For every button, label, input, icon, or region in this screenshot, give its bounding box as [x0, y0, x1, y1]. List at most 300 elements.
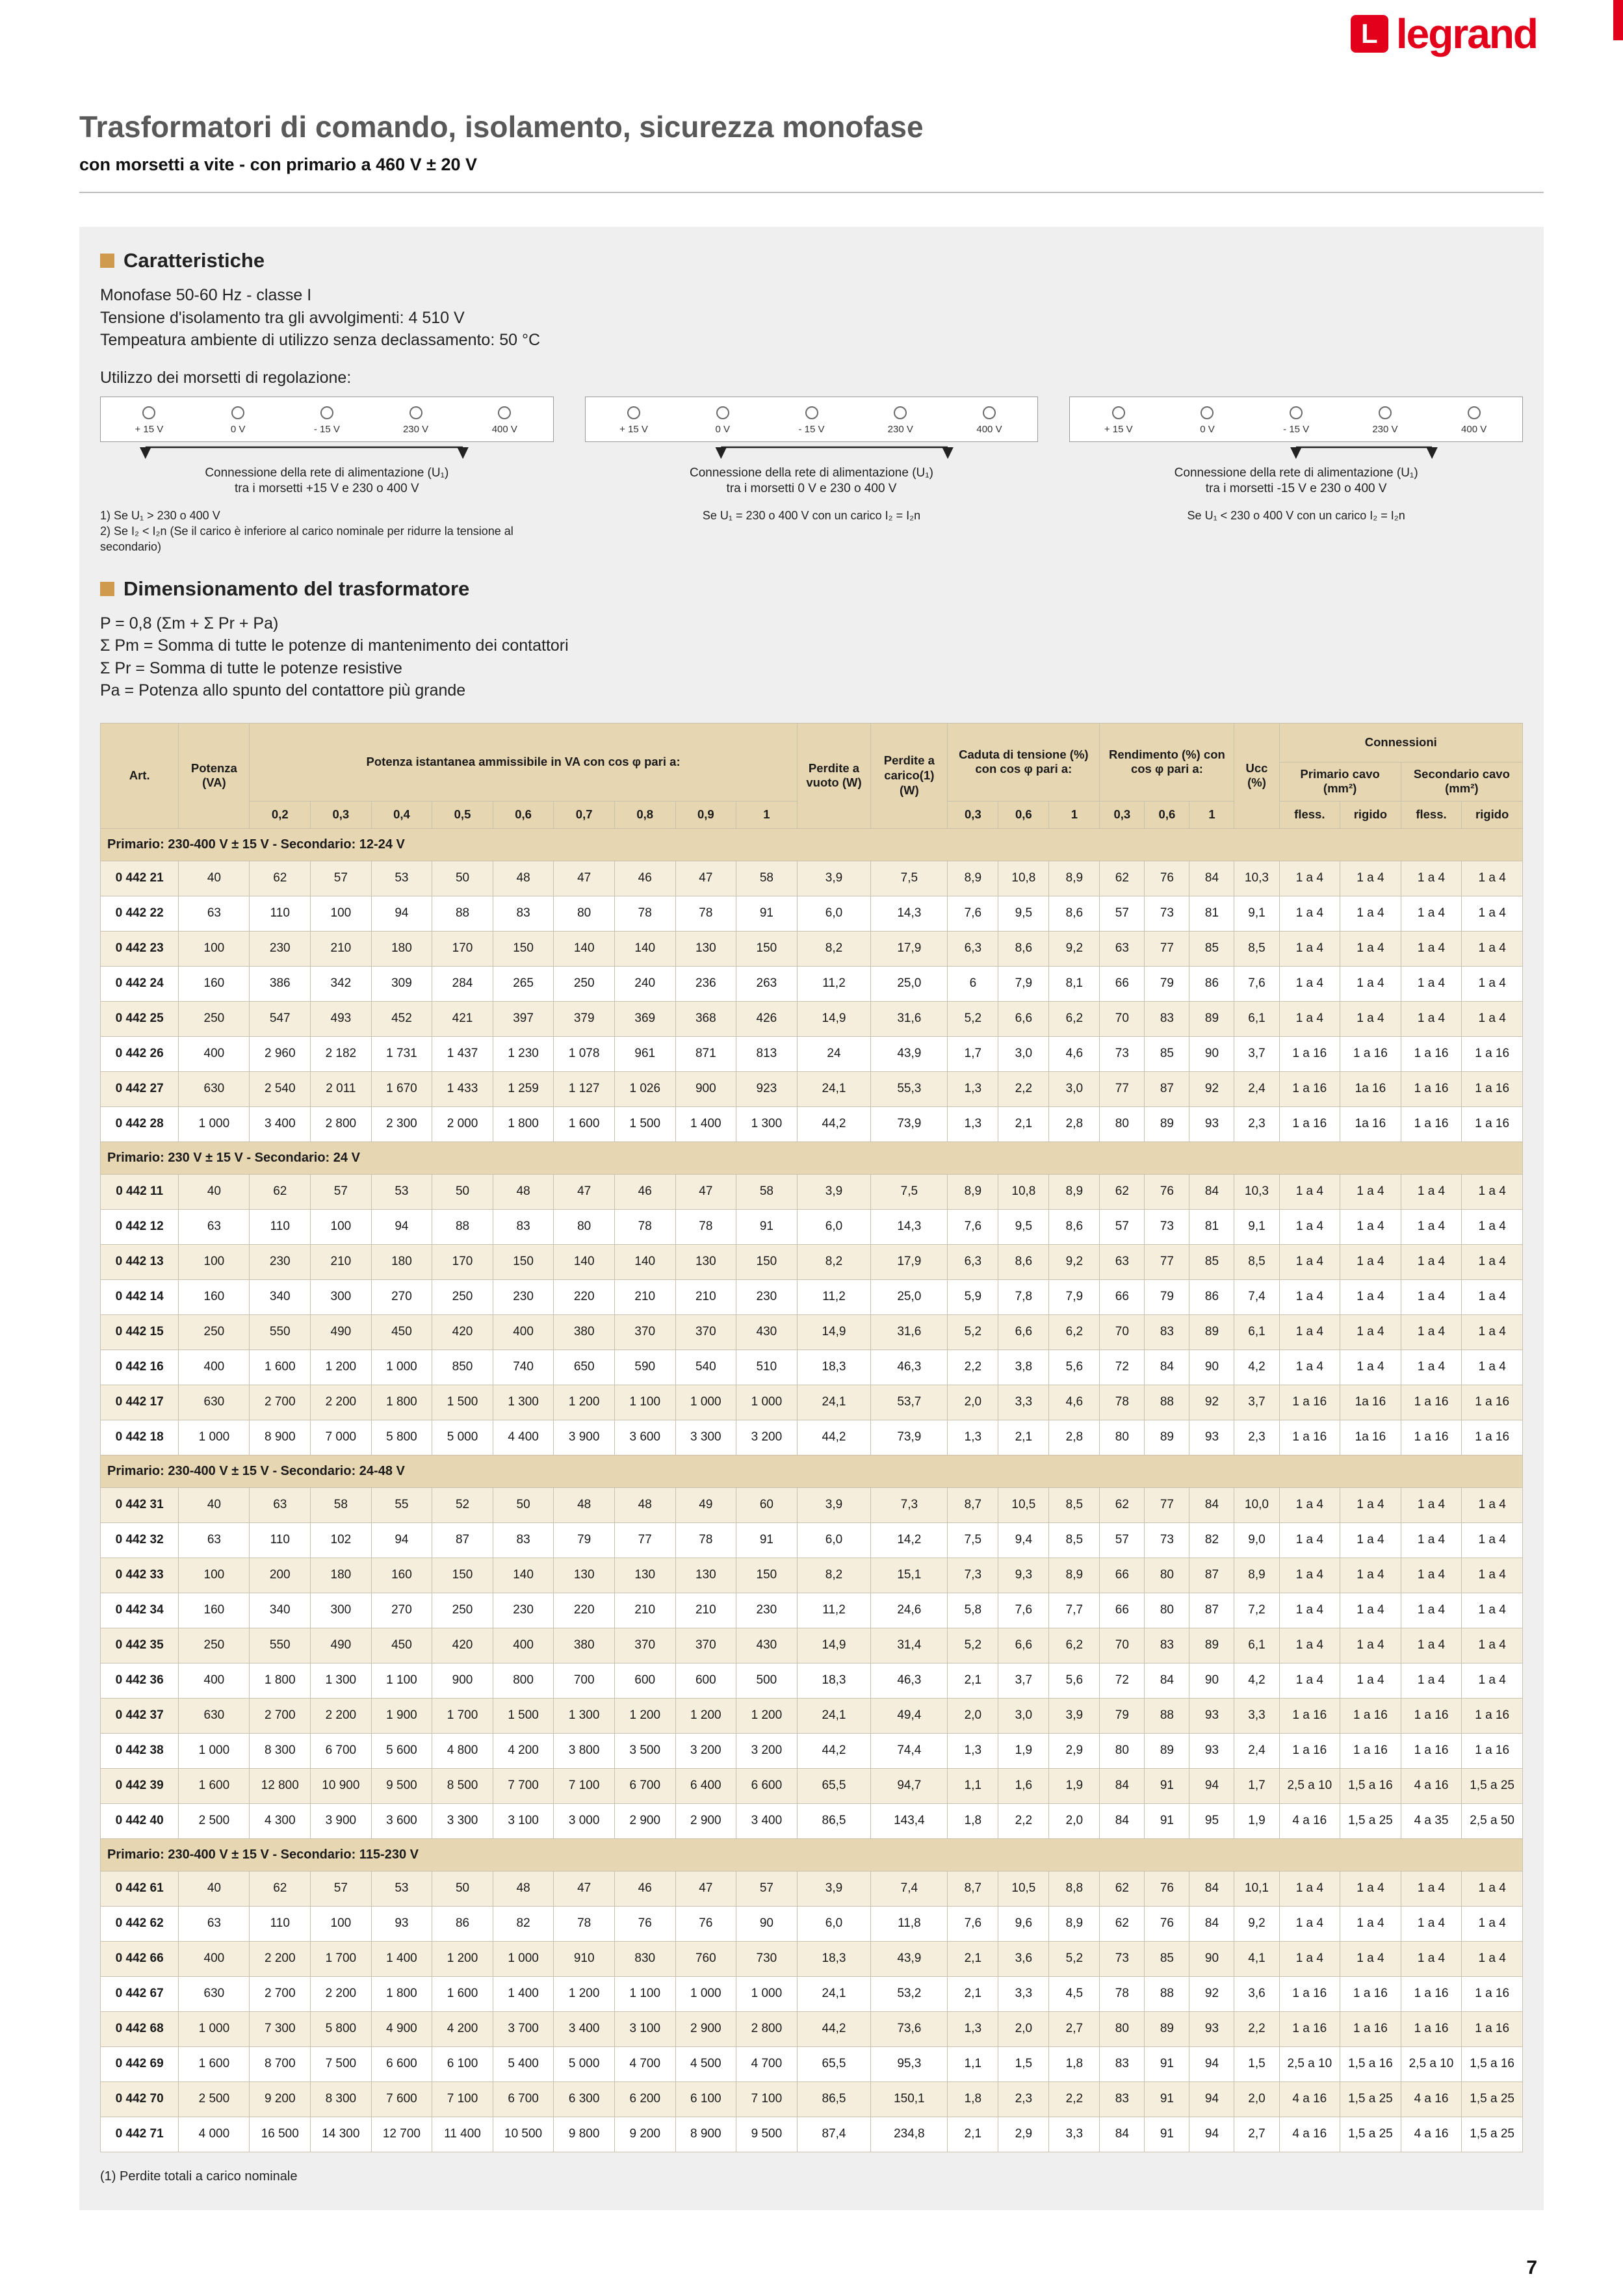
data-cell: 89 [1145, 2011, 1189, 2046]
data-cell: 2,1 [998, 1420, 1049, 1455]
data-cell: 7,7 [1049, 1593, 1100, 1628]
data-cell: 1a 16 [1340, 1071, 1401, 1106]
col-header-secondario-cavo: Secondario cavo (mm²) [1401, 762, 1522, 801]
data-cell: 1 000 [179, 1420, 250, 1455]
data-cell: 47 [554, 1174, 615, 1209]
data-cell: 1 a 4 [1279, 966, 1340, 1001]
data-cell: 92 [1189, 1976, 1234, 2011]
data-cell: 11,8 [871, 1906, 948, 1941]
data-cell: 77 [1145, 1244, 1189, 1279]
terminal-circle-icon [1201, 406, 1214, 419]
data-cell: 1 200 [736, 1698, 798, 1733]
col-header-caduta-cos: 1 [1049, 801, 1100, 828]
data-cell: 7 700 [493, 1768, 554, 1803]
data-cell: 7 600 [371, 2081, 432, 2117]
data-cell: 3,0 [1049, 1071, 1100, 1106]
square-bullet-icon [100, 254, 114, 268]
data-cell: 3,9 [797, 1174, 871, 1209]
data-cell: 220 [554, 1279, 615, 1314]
data-cell: 88 [432, 1209, 493, 1244]
art-cell: 0 442 23 [101, 931, 179, 966]
table-row [101, 1803, 1523, 1838]
data-cell: 10,8 [998, 1174, 1049, 1209]
caption-line: tra i morsetti +15 V e 230 o 400 V [235, 482, 419, 496]
art-cell: 0 442 16 [101, 1350, 179, 1385]
data-cell: 93 [1189, 1106, 1234, 1141]
data-cell: 7,2 [1234, 1593, 1279, 1628]
data-cell: 961 [614, 1036, 675, 1071]
table-section-row [101, 1455, 1523, 1487]
data-cell: 400 [179, 1663, 250, 1698]
terminal-label: 0 V [1200, 423, 1215, 435]
data-cell: 2 900 [675, 1803, 736, 1838]
data-cell: 58 [736, 861, 798, 896]
data-cell: 1,9 [1234, 1803, 1279, 1838]
data-cell: 150 [736, 931, 798, 966]
page-subtitle: con morsetti a vite - con primario a 460 V ± 20 V [79, 155, 478, 174]
table-row [101, 1385, 1523, 1420]
data-cell: 370 [614, 1314, 675, 1350]
data-cell: 40 [179, 861, 250, 896]
terminal-label: - 15 V [1283, 423, 1310, 435]
art-cell: 0 442 27 [101, 1071, 179, 1106]
data-cell: 17,9 [871, 1244, 948, 1279]
section-title: Primario: 230-400 V ± 15 V - Secondario: 115-230 V [101, 1838, 1523, 1871]
data-cell: 1 a 4 [1401, 931, 1462, 966]
data-cell: 4 800 [432, 1733, 493, 1768]
data-cell: 160 [179, 1279, 250, 1314]
data-cell: 1 a 4 [1401, 1001, 1462, 1036]
caratteristiche-heading-label: Caratteristiche [123, 249, 265, 272]
data-cell: 3 400 [736, 1803, 798, 1838]
data-cell: 81 [1189, 1209, 1234, 1244]
data-cell: 150 [493, 1244, 554, 1279]
data-cell: 40 [179, 1174, 250, 1209]
data-cell: 70 [1100, 1314, 1145, 1350]
data-cell: 1 600 [179, 1768, 250, 1803]
data-cell: 73 [1145, 896, 1189, 931]
data-cell: 7 100 [432, 2081, 493, 2117]
data-cell: 1,5 a 25 [1340, 1803, 1401, 1838]
data-cell: 8 300 [311, 2081, 372, 2117]
data-cell: 1 a 16 [1462, 2011, 1523, 2046]
data-cell: 66 [1100, 1558, 1145, 1593]
terminals-intro: Utilizzo dei morsetti di regolazione: [100, 368, 352, 387]
data-cell: 91 [1145, 2046, 1189, 2081]
data-cell: 1 200 [554, 1976, 615, 2011]
data-cell: 813 [736, 1036, 798, 1071]
table-row [101, 931, 1523, 966]
data-cell: 73,9 [871, 1106, 948, 1141]
table-row [101, 1350, 1523, 1385]
data-cell: 2,1 [948, 2117, 998, 2152]
data-cell: 8,5 [1049, 1522, 1100, 1558]
data-cell: 110 [250, 1906, 311, 1941]
data-cell: 8,7 [948, 1487, 998, 1522]
art-cell: 0 442 11 [101, 1174, 179, 1209]
data-cell: 1 a 4 [1462, 1522, 1523, 1558]
data-cell: 1 000 [179, 1106, 250, 1141]
data-cell: 1 800 [371, 1385, 432, 1420]
data-cell: 7,5 [871, 861, 948, 896]
data-cell: 73,6 [871, 2011, 948, 2046]
terminal [856, 406, 945, 435]
data-cell: 8,9 [1049, 861, 1100, 896]
data-cell: 11,2 [797, 1593, 871, 1628]
data-cell: 1 a 4 [1462, 1628, 1523, 1663]
data-cell: 2,2 [1049, 2081, 1100, 2117]
data-cell: 1 a 4 [1279, 1871, 1340, 1906]
data-cell: 1 a 16 [1401, 1036, 1462, 1071]
data-cell: 86,5 [797, 2081, 871, 2117]
data-cell: 94 [371, 1522, 432, 1558]
data-cell: 1,8 [1049, 2046, 1100, 2081]
data-cell: 3 200 [736, 1733, 798, 1768]
data-cell: 1 a 4 [1401, 966, 1462, 1001]
data-cell: 93 [1189, 1698, 1234, 1733]
data-cell: 76 [1145, 1174, 1189, 1209]
data-cell: 44,2 [797, 1106, 871, 1141]
data-cell: 7,9 [998, 966, 1049, 1001]
data-cell: 65,5 [797, 2046, 871, 2081]
data-cell: 600 [675, 1663, 736, 1698]
data-cell: 4,1 [1234, 1941, 1279, 1976]
table-row [101, 2046, 1523, 2081]
connection-arrow-icon [1069, 443, 1523, 460]
data-cell: 420 [432, 1628, 493, 1663]
data-cell: 110 [250, 1522, 311, 1558]
data-cell: 93 [371, 1906, 432, 1941]
art-cell: 0 442 17 [101, 1385, 179, 1420]
data-cell: 3,9 [797, 861, 871, 896]
data-cell: 5,2 [1049, 1941, 1100, 1976]
data-cell: 8,2 [797, 931, 871, 966]
data-cell: 1,3 [948, 1733, 998, 1768]
data-cell: 6,0 [797, 1522, 871, 1558]
data-cell: 100 [311, 896, 372, 931]
data-cell: 6 700 [311, 1733, 372, 1768]
data-cell: 110 [250, 896, 311, 931]
data-cell: 7,6 [998, 1593, 1049, 1628]
data-cell: 5,6 [1049, 1663, 1100, 1698]
data-cell: 400 [493, 1628, 554, 1663]
data-cell: 500 [736, 1663, 798, 1698]
terminal-strip [585, 397, 1039, 442]
data-cell: 18,3 [797, 1941, 871, 1976]
square-bullet-icon [100, 582, 114, 596]
data-cell: 6,6 [998, 1001, 1049, 1036]
data-cell: 1 a 4 [1279, 1314, 1340, 1350]
data-cell: 1 500 [614, 1106, 675, 1141]
data-cell: 8,6 [1049, 896, 1100, 931]
table-row [101, 1001, 1523, 1036]
data-cell: 8,8 [1049, 1871, 1100, 1906]
data-cell: 84 [1145, 1350, 1189, 1385]
data-cell: 370 [614, 1628, 675, 1663]
data-cell: 1 700 [311, 1941, 372, 1976]
data-cell: 5,8 [948, 1593, 998, 1628]
data-cell: 1 a 16 [1401, 1106, 1462, 1141]
data-cell: 1 600 [554, 1106, 615, 1141]
data-cell: 9,2 [1234, 1906, 1279, 1941]
terminal-diagrams [100, 397, 1523, 555]
note-line: Se U₁ = 230 o 400 V con un carico I₂ = I₂n [702, 508, 921, 522]
data-cell: 4 a 35 [1401, 1803, 1462, 1838]
data-cell: 1 200 [614, 1698, 675, 1733]
data-cell: 57 [736, 1871, 798, 1906]
art-cell: 0 442 39 [101, 1768, 179, 1803]
data-cell: 2,1 [998, 1106, 1049, 1141]
data-cell: 1 a 16 [1340, 2011, 1401, 2046]
data-cell: 10,3 [1234, 1174, 1279, 1209]
terminal [1341, 406, 1430, 435]
data-cell: 3 600 [614, 1420, 675, 1455]
data-cell: 3,3 [998, 1385, 1049, 1420]
data-cell: 80 [1145, 1558, 1189, 1593]
data-cell: 2,2 [948, 1350, 998, 1385]
data-cell: 83 [1145, 1001, 1189, 1036]
data-cell: 80 [1145, 1593, 1189, 1628]
data-cell: 1 a 16 [1462, 1733, 1523, 1768]
data-cell: 62 [250, 861, 311, 896]
table-row [101, 1976, 1523, 2011]
data-cell: 63 [179, 1522, 250, 1558]
data-cell: 24 [797, 1036, 871, 1071]
data-cell: 74,4 [871, 1733, 948, 1768]
data-cell: 24,6 [871, 1593, 948, 1628]
data-cell: 550 [250, 1628, 311, 1663]
data-cell: 65,5 [797, 1768, 871, 1803]
data-cell: 78 [614, 896, 675, 931]
data-cell: 10,1 [1234, 1871, 1279, 1906]
data-cell: 95 [1189, 1803, 1234, 1838]
data-cell: 400 [179, 1941, 250, 1976]
data-cell: 24,1 [797, 1071, 871, 1106]
data-cell: 1 a 4 [1340, 1209, 1401, 1244]
data-cell: 230 [493, 1593, 554, 1628]
data-cell: 4 200 [432, 2011, 493, 2046]
data-cell: 86,5 [797, 1803, 871, 1838]
data-cell: 11 400 [432, 2117, 493, 2152]
data-cell: 1 a 4 [1462, 931, 1523, 966]
data-cell: 81 [1189, 896, 1234, 931]
data-cell: 4 200 [493, 1733, 554, 1768]
dimensionamento-section [100, 577, 1523, 702]
data-cell: 830 [614, 1941, 675, 1976]
data-cell: 15,1 [871, 1558, 948, 1593]
terminal-label: 230 V [402, 423, 429, 435]
data-cell: 1 670 [371, 1071, 432, 1106]
data-cell: 4 a 16 [1279, 2117, 1340, 2152]
dimensionamento-heading-label: Dimensionamento del trasformatore [123, 577, 470, 600]
col-header-rigido: rigido [1462, 801, 1523, 828]
data-cell: 8,2 [797, 1558, 871, 1593]
data-cell: 1 a 4 [1401, 1871, 1462, 1906]
terminal-circle-icon [498, 406, 511, 419]
data-cell: 1 433 [432, 1071, 493, 1106]
data-cell: 78 [1100, 1976, 1145, 2011]
data-cell: 84 [1189, 1487, 1234, 1522]
data-cell: 8,9 [1234, 1558, 1279, 1593]
data-cell: 6,3 [948, 931, 998, 966]
data-cell: 1 500 [432, 1385, 493, 1420]
data-cell: 1 800 [493, 1106, 554, 1141]
data-cell: 7,4 [1234, 1279, 1279, 1314]
data-cell: 923 [736, 1071, 798, 1106]
data-cell: 2 200 [250, 1941, 311, 1976]
terminal-diagram-3 [1069, 397, 1523, 555]
data-cell: 8,9 [948, 1174, 998, 1209]
data-cell: 1 a 4 [1401, 1663, 1462, 1698]
data-cell: 62 [1100, 1871, 1145, 1906]
terminal-label: + 15 V [1104, 423, 1133, 435]
data-cell: 62 [1100, 861, 1145, 896]
data-cell: 630 [179, 1385, 250, 1420]
data-cell: 52 [432, 1487, 493, 1522]
data-cell: 6 600 [736, 1768, 798, 1803]
data-cell: 14,9 [797, 1628, 871, 1663]
data-cell: 80 [554, 1209, 615, 1244]
data-cell: 85 [1189, 931, 1234, 966]
data-cell: 91 [1145, 2117, 1189, 2152]
art-cell: 0 442 25 [101, 1001, 179, 1036]
data-cell: 1 a 4 [1462, 1209, 1523, 1244]
data-cell: 1 a 4 [1340, 1663, 1401, 1698]
data-cell: 1 a 4 [1340, 1558, 1401, 1593]
text-line: Σ Pr = Somma di tutte le potenze resistive [100, 659, 402, 677]
data-cell: 91 [1145, 1768, 1189, 1803]
page-title: Trasformatori di comando, isolamento, sicurezza monofase [79, 110, 924, 144]
data-cell: 1 a 16 [1279, 1385, 1340, 1420]
data-cell: 1 a 4 [1401, 1593, 1462, 1628]
data-cell: 1 500 [493, 1698, 554, 1733]
data-cell: 92 [1189, 1071, 1234, 1106]
connection-arrow-icon [100, 443, 554, 460]
data-cell: 80 [1100, 2011, 1145, 2046]
data-cell: 2,3 [1234, 1106, 1279, 1141]
data-cell: 3,8 [998, 1350, 1049, 1385]
data-cell: 910 [554, 1941, 615, 1976]
data-cell: 1 000 [179, 2011, 250, 2046]
data-cell: 102 [311, 1522, 372, 1558]
art-cell: 0 442 18 [101, 1420, 179, 1455]
col-header-cos: 0,7 [554, 801, 615, 828]
data-cell: 1,9 [1049, 1768, 1100, 1803]
data-cell: 44,2 [797, 2011, 871, 2046]
data-cell: 1 900 [371, 1698, 432, 1733]
data-cell: 91 [736, 1522, 798, 1558]
data-cell: 70 [1100, 1628, 1145, 1663]
data-cell: 47 [554, 861, 615, 896]
art-cell: 0 442 14 [101, 1279, 179, 1314]
data-cell: 230 [250, 931, 311, 966]
data-cell: 3 400 [250, 1106, 311, 1141]
data-cell: 1 259 [493, 1071, 554, 1106]
page-edge-tab [1613, 0, 1623, 40]
data-cell: 87 [432, 1522, 493, 1558]
data-cell: 1,5 a 25 [1462, 2117, 1523, 2152]
data-cell: 1 a 4 [1462, 1906, 1523, 1941]
terminal-label: + 15 V [135, 423, 164, 435]
data-cell: 100 [179, 1558, 250, 1593]
data-cell: 2,7 [1234, 2117, 1279, 2152]
data-cell: 7,6 [948, 1906, 998, 1941]
data-cell: 730 [736, 1941, 798, 1976]
data-cell: 91 [1145, 1803, 1189, 1838]
data-cell: 342 [311, 966, 372, 1001]
data-cell: 1 000 [179, 1733, 250, 1768]
data-cell: 230 [250, 1244, 311, 1279]
data-cell: 10,0 [1234, 1487, 1279, 1522]
col-header-art: Art. [101, 723, 179, 828]
data-cell: 370 [675, 1628, 736, 1663]
data-cell: 11,2 [797, 966, 871, 1001]
data-cell: 50 [432, 1871, 493, 1906]
data-cell: 49 [675, 1487, 736, 1522]
data-cell: 309 [371, 966, 432, 1001]
data-cell: 92 [1189, 1385, 1234, 1420]
data-cell: 12 700 [371, 2117, 432, 2152]
data-cell: 1 a 16 [1279, 1071, 1340, 1106]
col-header-cos: 0,4 [371, 801, 432, 828]
data-cell: 5,9 [948, 1279, 998, 1314]
data-cell: 760 [675, 1941, 736, 1976]
terminal-label: - 15 V [313, 423, 340, 435]
data-cell: 1 a 4 [1340, 1522, 1401, 1558]
table-row [101, 1244, 1523, 1279]
table-row [101, 966, 1523, 1001]
data-cell: 24,1 [797, 1698, 871, 1733]
data-cell: 8,9 [1049, 1174, 1100, 1209]
table-row [101, 1733, 1523, 1768]
data-cell: 871 [675, 1036, 736, 1071]
data-cell: 4,6 [1049, 1036, 1100, 1071]
data-cell: 90 [1189, 1036, 1234, 1071]
data-cell: 2 000 [432, 1106, 493, 1141]
data-cell: 89 [1145, 1420, 1189, 1455]
data-cell: 6,1 [1234, 1628, 1279, 1663]
data-cell: 7 100 [554, 1768, 615, 1803]
data-cell: 6 700 [493, 2081, 554, 2117]
terminal-circle-icon [1379, 406, 1392, 419]
data-cell: 210 [311, 931, 372, 966]
data-cell: 4 000 [179, 2117, 250, 2152]
table-section-row [101, 828, 1523, 861]
art-cell: 0 442 71 [101, 2117, 179, 2152]
diagram-caption [100, 465, 554, 497]
terminal [1074, 406, 1163, 435]
art-cell: 0 442 28 [101, 1106, 179, 1141]
data-cell: 3,7 [1234, 1385, 1279, 1420]
data-cell: 50 [493, 1487, 554, 1522]
legrand-logo [1351, 10, 1537, 57]
data-cell: 1,1 [948, 2046, 998, 2081]
col-header-cos: 0,6 [493, 801, 554, 828]
data-cell: 230 [736, 1279, 798, 1314]
data-cell: 7,6 [948, 1209, 998, 1244]
data-cell: 380 [554, 1628, 615, 1663]
data-cell: 1 a 4 [1340, 1279, 1401, 1314]
data-cell: 1 a 4 [1462, 1663, 1523, 1698]
data-cell: 1 a 4 [1401, 1628, 1462, 1663]
terminal-circle-icon [1468, 406, 1481, 419]
art-cell: 0 442 37 [101, 1698, 179, 1733]
data-cell: 1 a 4 [1462, 1244, 1523, 1279]
art-cell: 0 442 24 [101, 966, 179, 1001]
data-cell: 1 a 4 [1279, 1244, 1340, 1279]
data-cell: 1 a 16 [1401, 1976, 1462, 2011]
data-cell: 76 [1145, 861, 1189, 896]
